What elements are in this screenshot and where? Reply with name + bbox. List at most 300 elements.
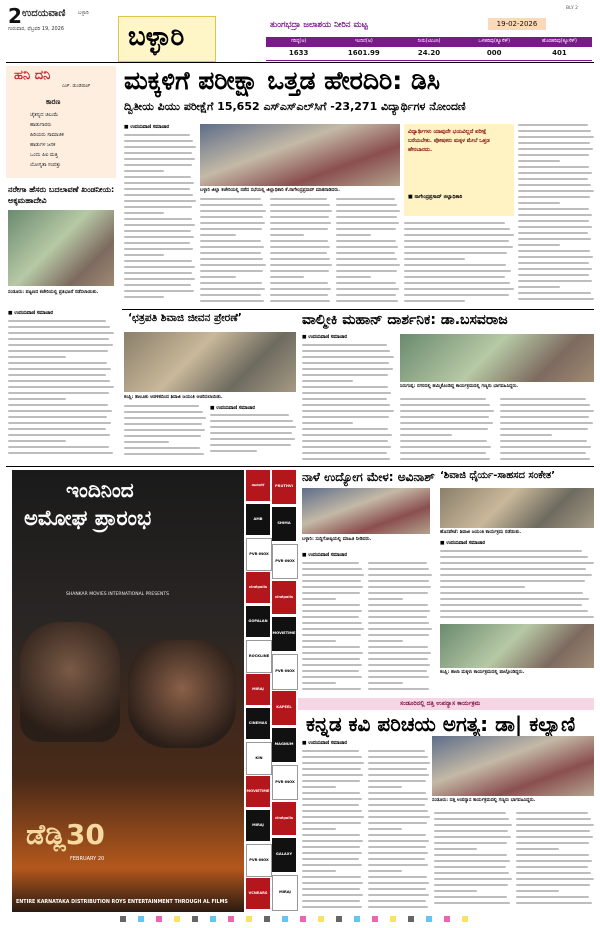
date-box: 19-02-2026 [488, 18, 546, 30]
body-text-line [500, 446, 591, 448]
body-text-line [434, 824, 512, 826]
body-text-line [500, 410, 594, 412]
body-text-line [518, 208, 589, 210]
body-text-line [124, 212, 164, 214]
hanidani-title: ಕಾರಣ [46, 98, 61, 106]
body-text-line [210, 420, 293, 422]
body-text-line [200, 258, 263, 260]
body-text-line [200, 222, 265, 224]
lead-col4 [336, 198, 400, 306]
body-text-line [368, 640, 403, 642]
body-text-line [302, 398, 387, 400]
job-fair-photo [302, 488, 430, 534]
job-fair-col1 [302, 562, 364, 696]
body-text-line [8, 362, 107, 364]
body-text-line [440, 604, 582, 606]
body-text-line [200, 276, 236, 278]
theatre-logo: PVR·INOX [272, 654, 298, 690]
valmiki-col3 [500, 398, 594, 464]
dam-header-3: ಒಳಹರಿವು(ಕ್ಯೂಸೆಕ್) [478, 39, 511, 44]
body-text-line [8, 386, 114, 388]
page-number: 2 [8, 4, 22, 28]
body-text-line [400, 428, 488, 430]
body-text-line [434, 872, 509, 874]
body-text-line [302, 434, 392, 436]
body-text-line [302, 840, 363, 842]
body-text-line [200, 234, 236, 236]
edition-tag: ಬಳ್ಳಾರಿ [78, 10, 89, 16]
body-text-line [302, 762, 364, 764]
body-text-line [124, 417, 206, 419]
theatre-logo: PVR·INOX [272, 544, 298, 580]
body-text-line [404, 258, 465, 260]
body-text-line [404, 228, 510, 230]
dam-title: ತುಂಗಭದ್ರಾ ಜಲಾಶಯ ನೀರಿನ ಮಟ್ಟ [270, 20, 368, 30]
valmiki-byline: ■ ಉದಯವಾಣಿ ಸಮಾಚಾರ [302, 335, 348, 340]
body-text-line [124, 182, 194, 184]
body-text-line [124, 242, 190, 244]
body-text-line [368, 598, 403, 600]
body-text-line [302, 404, 390, 406]
body-text-line [200, 240, 261, 242]
body-text-line [518, 142, 590, 144]
body-text-line [518, 172, 592, 174]
body-text-line [8, 350, 108, 352]
lead-byline: ■ ಉದಯವಾಣಿ ಸಮಾಚಾರ [124, 125, 170, 130]
body-text-line [124, 296, 164, 298]
body-text-line [302, 882, 363, 884]
body-text-line [516, 890, 559, 892]
left-story-photo [8, 210, 114, 286]
body-text-line [500, 428, 588, 430]
body-text-line [302, 446, 391, 448]
ad-headline-1: ಇಂದಿನಿಂದ [66, 478, 134, 502]
body-text-line [302, 452, 387, 454]
body-text-line [368, 682, 403, 684]
body-text-line [516, 842, 589, 844]
body-text-line [270, 294, 328, 296]
body-text-line [518, 178, 588, 180]
dam-value-0: 1633 [288, 49, 309, 57]
theatre-logo: PVR·INOX [272, 765, 298, 801]
theatre-logo: KAPEEL [272, 691, 296, 725]
body-text-line [368, 604, 428, 606]
theatre-logo: MOVIETIME [246, 776, 270, 807]
body-text-line [516, 854, 589, 856]
job-fair-byline: ■ ಉದಯವಾಣಿ ಸಮಾಚಾರ [302, 553, 348, 558]
body-text-line [368, 864, 428, 866]
body-text-line [368, 768, 427, 770]
lead-col6 [518, 124, 594, 306]
shivaji-body2 [210, 414, 296, 461]
dam-value-1: 1601.99 [347, 49, 380, 57]
body-text-line [200, 216, 263, 218]
body-text-line [124, 260, 192, 262]
body-text-line [8, 344, 113, 346]
body-text-line [518, 136, 594, 138]
body-text-line [500, 458, 590, 460]
kannada-col1 [302, 750, 364, 912]
dam-header-0: ಗರಿಷ್ಠ(ಅ) [290, 39, 307, 44]
body-text-line [124, 248, 193, 250]
valmiki-col2 [400, 398, 494, 464]
body-text-line [270, 276, 304, 278]
body-text-line [336, 240, 396, 242]
body-text-line [302, 786, 336, 788]
dam-value-3: 000 [486, 49, 502, 57]
body-text-line [434, 842, 507, 844]
theatre-logo: SHIMA [272, 507, 296, 541]
kannada-byline: ■ ಉದಯವಾಣಿ ಸಮಾಚಾರ [302, 741, 348, 746]
body-text-line [434, 812, 506, 814]
body-text-line [302, 356, 394, 358]
body-text-line [368, 634, 429, 636]
dam-header-4: ಹೊರಹರಿವು(ಕ್ಯೂಸೆಕ್) [541, 39, 577, 44]
body-text-line [518, 262, 589, 264]
body-text-line [404, 276, 505, 278]
body-text-line [368, 646, 428, 648]
body-text-line [8, 452, 113, 454]
poem-line: ಹಾಡುಗಾರರು [30, 122, 52, 128]
body-text-line [210, 414, 289, 416]
body-text-line [302, 664, 362, 666]
body-text-line [124, 429, 205, 431]
theatre-logo: ದಾವಣಗೆರೆ [246, 470, 270, 501]
body-text-line [368, 894, 429, 896]
ad-face-left [20, 622, 120, 742]
body-text-line [200, 198, 261, 200]
kannada-caption: ಸಂಡೂರು: ದತ್ತಿ ಉಪನ್ಯಾಸ ಕಾರ್ಯಕ್ರಮದಲ್ಲಿ ಗಣ್ಯರು ಭಾಗವಹಿಸಿದ್ದರು. [432, 798, 536, 803]
body-text-line [302, 416, 389, 418]
body-text-line [302, 634, 361, 636]
body-text-line [124, 206, 192, 208]
body-text-line [124, 170, 164, 172]
body-text-line [404, 264, 506, 266]
body-text-line [368, 816, 430, 818]
body-text-line [336, 222, 399, 224]
body-text-line [270, 288, 331, 290]
body-text-line [200, 210, 266, 212]
theatre-logo: GALAXY [272, 838, 296, 872]
body-text-line [302, 876, 361, 878]
body-text-line [368, 562, 427, 564]
body-text-line [200, 282, 262, 284]
body-text-line [440, 592, 583, 594]
body-text-line [404, 270, 511, 272]
body-text-line [200, 228, 262, 230]
body-text-line [302, 410, 394, 412]
theatre-logo: KIN [246, 742, 272, 775]
body-text-line [302, 774, 363, 776]
valmiki-photo [400, 334, 594, 382]
body-text-line [400, 440, 487, 442]
job-fair-headline: ನಾಳೆ ಉದ್ಯೋಗ ಮೇಳ: ಅವಿನಾಶ್ [302, 470, 435, 484]
body-text-line [302, 804, 359, 806]
body-text-line [200, 288, 265, 290]
body-text-line [434, 860, 510, 862]
body-text-line [302, 894, 363, 896]
registration-marks [120, 916, 480, 922]
body-text-line [368, 610, 430, 612]
body-text-line [302, 652, 363, 654]
body-text-line [368, 792, 426, 794]
body-text-line [8, 434, 110, 436]
body-text-line [500, 404, 590, 406]
body-text-line [270, 300, 330, 302]
body-text-line [434, 854, 507, 856]
body-text-line [400, 398, 486, 400]
body-text-line [368, 762, 430, 764]
lead-col3 [270, 198, 332, 306]
body-text-line [336, 204, 397, 206]
body-text-line [518, 250, 590, 252]
dam-value-2: 24.20 [417, 49, 441, 57]
body-text-line [8, 368, 111, 370]
paper-name: ಉದಯವಾಣಿ [22, 8, 66, 19]
left-story-headline: ನರೇಗಾ ಹೆಸರು ಬದಲಾವಣೆ ಖಂಡನೀಯ: ಅಕ್ಕಮಹಾದೇವಿ [8, 185, 115, 205]
body-text-line [124, 158, 195, 160]
body-text-line [8, 380, 110, 382]
body-text-line [8, 338, 109, 340]
body-text-line [500, 422, 593, 424]
body-text-line [124, 146, 196, 148]
body-text-line [400, 422, 493, 424]
body-text-line [336, 252, 395, 254]
body-text-line [8, 404, 108, 406]
body-text-line [124, 272, 192, 274]
date-line: ಗುರುವಾರ, ಫೆಬ್ರವರಿ 19, 2026 [8, 26, 65, 32]
theatre-logo: VCNEARS [246, 878, 270, 909]
body-text-line [270, 234, 304, 236]
body-text-line [124, 230, 191, 232]
body-text-line [400, 434, 452, 436]
lead-headline: ಮಕ್ಕಳಿಗೆ ಪರೀಕ್ಷಾ ಒತ್ತಡ ಹೇರದಿರಿ: ಡಿಸಿ [124, 66, 440, 95]
body-text-line [124, 134, 190, 136]
body-text-line [302, 380, 353, 382]
body-text-line [302, 768, 361, 770]
body-text-line [368, 870, 402, 872]
body-text-line [368, 810, 428, 812]
body-text-line [302, 344, 387, 346]
theatre-logo: MIRAJ [246, 810, 270, 841]
body-text-line [368, 652, 431, 654]
body-text-line [404, 240, 509, 242]
body-text-line [302, 658, 360, 660]
body-text-line [516, 872, 591, 874]
body-text-line [336, 228, 396, 230]
body-text-line [302, 622, 362, 624]
body-text-line [368, 586, 431, 588]
poem-line: ಹಿರಿಯರು ಸಾಮಾಜಿಕ [30, 132, 64, 138]
body-text-line [336, 288, 399, 290]
body-text-line [8, 392, 109, 394]
ad-film-title: ಡೆಡ್ಲಿ30 [26, 818, 105, 851]
body-text-line [302, 670, 359, 672]
body-text-line [124, 176, 191, 178]
body-text-line [440, 574, 592, 576]
theatre-logo: AMB [246, 504, 270, 535]
lead-col2 [200, 198, 266, 306]
rule-lower [6, 466, 594, 467]
body-text-line [124, 152, 192, 154]
body-text-line [270, 252, 327, 254]
callout-attribution: ■ ನಾಗೇಂದ್ರಪ್ರಸಾದ್ ಜಿಲ್ಲಾಧಿಕಾರಿ [408, 194, 463, 200]
body-text-line [124, 411, 203, 413]
body-text-line [200, 252, 261, 254]
body-text-line [302, 350, 390, 352]
body-text-line [368, 580, 429, 582]
body-text-line [8, 374, 106, 376]
body-text-line [302, 682, 336, 684]
theatre-logo: cinépolis [272, 581, 296, 615]
body-text-line [302, 688, 361, 690]
body-text-line [302, 440, 388, 442]
body-text-line [404, 294, 509, 296]
body-text-line [368, 846, 426, 848]
body-text-line [124, 218, 192, 220]
ad-face-right [128, 640, 236, 748]
shivaji-courage-byline: ■ ಉದಯವಾಣಿ ಸಮಾಚಾರ [440, 541, 486, 546]
theatre-logo: ROCKLINE [246, 640, 272, 673]
body-text-line [440, 550, 582, 552]
body-text-line [434, 878, 512, 880]
body-text-line [124, 194, 193, 196]
body-text-line [302, 628, 364, 630]
kannada-col3 [434, 812, 512, 912]
body-text-line [8, 422, 111, 424]
body-text-line [270, 222, 331, 224]
ad-footer: ENTIRE KARNATAKA DISTRIBUTION ROYS ENTERTAINMENT THROUGH AL FILMS [16, 900, 228, 905]
body-text-line [440, 586, 525, 588]
shivaji-courage-photo [440, 488, 594, 528]
ply-tag: BLY 2 [566, 6, 579, 11]
body-text-line [302, 822, 361, 824]
body-text-line [368, 882, 429, 884]
body-text-line [336, 234, 371, 236]
body-text-line [124, 266, 195, 268]
body-text-line [500, 416, 589, 418]
body-text-line [336, 300, 398, 302]
body-text-line [368, 676, 429, 678]
poem-line: ಯೋಗ್ಯತಾ ಸಂಪತ್ತು [30, 162, 61, 168]
theatre-logo: MOVIETIME [272, 617, 296, 651]
lead-photo [200, 124, 400, 186]
body-text-line [124, 441, 169, 443]
body-text-line [368, 750, 425, 752]
body-text-line [404, 246, 513, 248]
body-text-line [302, 574, 364, 576]
body-text-line [200, 264, 266, 266]
body-text-line [518, 130, 591, 132]
body-text-line [124, 423, 202, 425]
shivaji-headline: ‘ಛತ್ರಪತಿ ಶಿವಾಜಿ ಜೀವನ ಪ್ರೇರಣೆ’ [128, 312, 242, 324]
body-text-line [368, 622, 429, 624]
body-text-line [368, 798, 428, 800]
body-text-line [302, 640, 336, 642]
body-text-line [368, 858, 425, 860]
lead-photo-caption: ಬಳ್ಳಾರಿ ಜಿಲ್ಲಾ ಕಚೇರಿಯಲ್ಲಿ ನಡೆದ ಸಭೆಯಲ್ಲಿ ಜಿಲ್ಲಾಧಿಕಾರಿ ಕೆ.ನಾಗೇಂದ್ರಪ್ರಸಾದ್ ಮಾತನಾಡಿದರು. [200, 188, 340, 193]
body-text-line [516, 848, 559, 850]
body-text-line [124, 447, 200, 449]
dam-header-1: ಇಂದಿನ(ಅ) [354, 39, 373, 44]
body-text-line [302, 368, 393, 370]
body-text-line [124, 164, 192, 166]
body-text-line [404, 300, 465, 302]
body-text-line [368, 628, 432, 630]
theatre-logo: GOPALAN [246, 606, 270, 637]
lead-col1 [124, 134, 196, 306]
dam-value-4: 401 [552, 49, 567, 57]
body-text-line [8, 332, 114, 334]
theatre-logo: PVR·INOX [246, 844, 272, 877]
body-text-line [516, 860, 592, 862]
body-text-line [440, 610, 588, 612]
body-text-line [440, 568, 586, 570]
body-text-line [516, 824, 594, 826]
body-text-line [124, 200, 196, 202]
body-text-line [434, 818, 509, 820]
body-text-line [8, 416, 107, 418]
body-text-line [302, 676, 362, 678]
body-text-line [270, 228, 328, 230]
body-text-line [368, 906, 428, 908]
body-text-line [302, 568, 362, 570]
body-text-line [518, 268, 592, 270]
body-text-line [434, 896, 507, 898]
theatre-logo: MIRAJ [272, 875, 298, 911]
body-text-line [518, 226, 592, 228]
shivaji-byline: ■ ಉದಯವಾಣಿ ಸಮಾಚಾರ [210, 406, 256, 411]
section-title: ಬಳ್ಳಾರಿ [128, 22, 185, 52]
body-text-line [434, 866, 506, 868]
dam-table [266, 37, 592, 61]
hanidani-poem [30, 110, 110, 170]
body-text-line [518, 124, 588, 126]
valmiki-headline: ವಾಲ್ಮೀಕಿ ಮಹಾನ್‌ ದಾರ್ಶನಿಕ: ಡಾ.ಬಸವರಾಜ [302, 312, 508, 328]
body-text-line [302, 870, 336, 872]
body-text-line [302, 610, 362, 612]
body-text-line [200, 204, 263, 206]
valmiki-caption: ಸಿರುಗುಪ್ಪ: ನಗರದಲ್ಲಿ ಹಮ್ಮಿಕೊಂಡಿದ್ದ ಕಾರ್ಯಕ್ರಮದಲ್ಲಿ ಗಣ್ಯರು ಭಾಗವಹಿಸಿದ್ದರು. [400, 384, 519, 389]
body-text-line [516, 884, 590, 886]
body-text-line [516, 812, 588, 814]
body-text-line [500, 434, 552, 436]
body-text-line [124, 254, 164, 256]
body-text-line [302, 834, 360, 836]
body-text-line [404, 288, 514, 290]
body-text-line [368, 592, 428, 594]
body-text-line [500, 398, 586, 400]
body-text-line [404, 234, 514, 236]
body-text-line [302, 900, 360, 902]
body-text-line [302, 422, 353, 424]
body-text-line [518, 292, 591, 294]
body-text-line [336, 282, 396, 284]
rule-shivaji [122, 309, 594, 310]
body-text-line [8, 326, 110, 328]
body-text-line [210, 438, 295, 440]
body-text-line [336, 270, 397, 272]
shivaji-photo [124, 332, 296, 392]
shivaji-body1 [124, 405, 206, 461]
body-text-line [302, 816, 364, 818]
body-text-line [368, 780, 426, 782]
body-text-line [336, 276, 371, 278]
theatre-logo: CINEMAS [246, 708, 270, 739]
lead-col5 [404, 222, 514, 306]
body-text-line [518, 166, 589, 168]
shivaji-courage-caption-2: ಕಂಪ್ಲಿ: ಶಾಲಾ ಮಕ್ಕಳು ಕಾರ್ಯಕ್ರಮದಲ್ಲಿ ಪಾಲ್ಗೊಂಡಿದ್ದರು. [440, 670, 525, 675]
